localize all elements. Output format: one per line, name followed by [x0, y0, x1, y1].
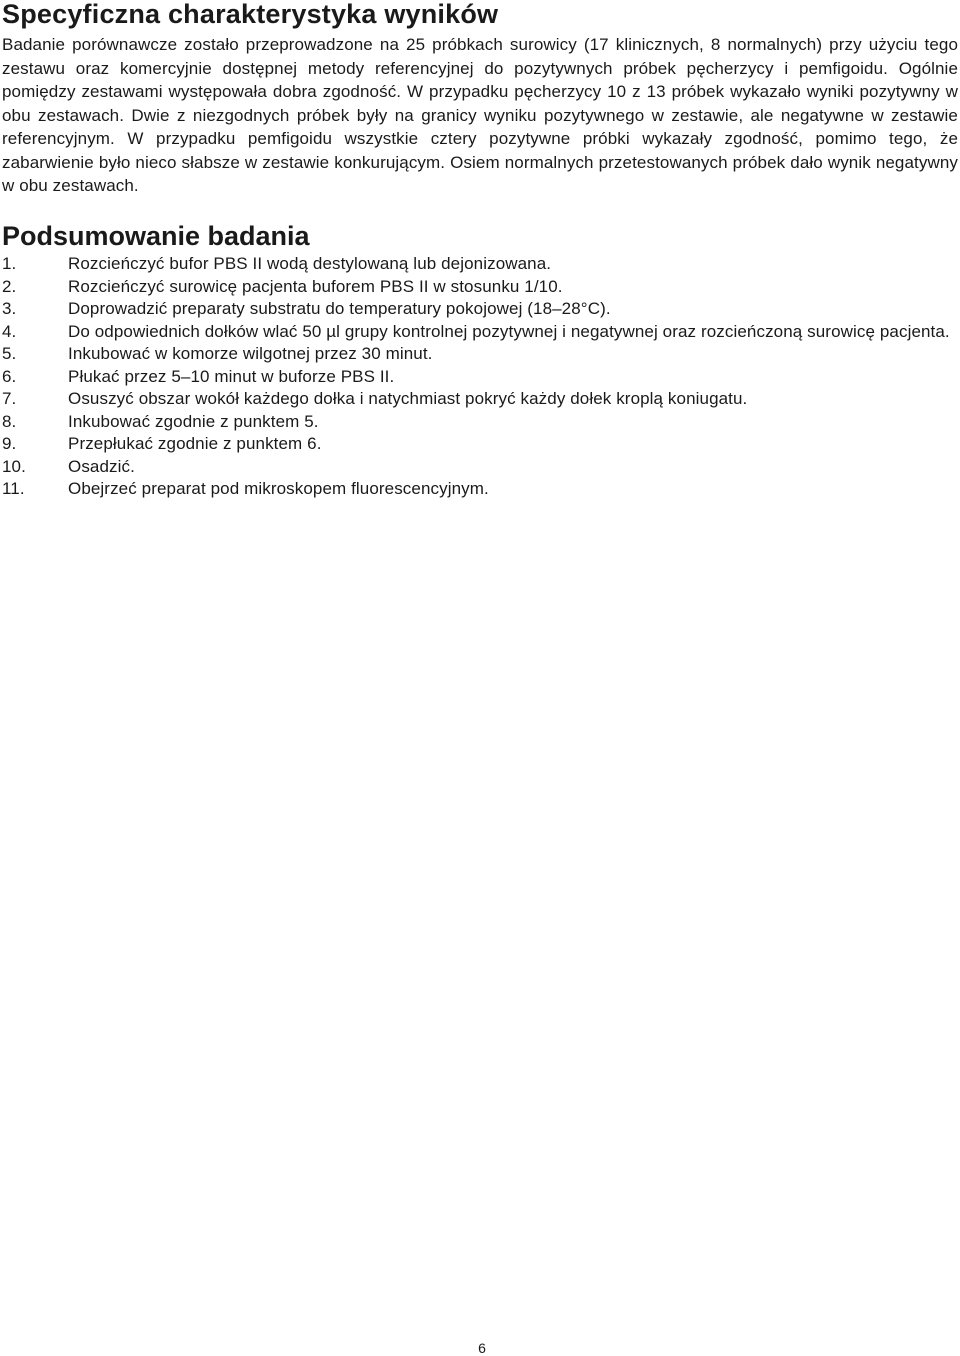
- step-text: Osadzić.: [68, 456, 135, 476]
- step-text: Do odpowiednich dołków wlać 50 µl grupy kontrolnej pozytywnej i negatywnej oraz rozcieńczoną surowicę pacjenta.: [68, 321, 950, 341]
- procedure-step-7: [2, 388, 958, 411]
- results-paragraph: Badanie porównawcze zostało przeprowadzone na 25 próbkach surowicy (17 klinicznych, 8 normalnych) przy użyciu tego zestawu oraz komercyjnie dostępnej metody referencyjnej do pozytywnych próbek pęcherzycy i pemfigoidu. Ogólnie pomiędzy zestawami występowała dobra zgodność. W przypadku pęcherzycy 10 z 13 próbek wykazało wyniki pozytywny w obu zestawach. Dwie z niezgodnych próbek były na granicy wyniku pozytywnego w zestawie, ale negatywne w zestawie referencyjnym. W przypadku pemfigoidu wszystkie cztery pozytywne próbki wykazały zgodność, pomimo tego, że zabarwienie było nieco słabsze w zestawie konkurującym. Osiem normalnych przetestowanych próbek dało wynik negatywny w obu zestawach.: [2, 35, 958, 195]
- step-number: 5.: [2, 344, 17, 363]
- step-number: 10.: [2, 456, 26, 476]
- step-number: 8.: [2, 411, 17, 431]
- procedure-step-9: [2, 433, 958, 456]
- step-text: Rozcieńczyć bufor PBS II wodą destylowaną lub dejonizowana.: [68, 254, 552, 273]
- procedure-step-2: [2, 276, 958, 299]
- step-number: 6.: [2, 366, 17, 386]
- step-number: 3.: [2, 299, 17, 318]
- step-text: Rozcieńczyć surowicę pacjenta buforem PBS II w stosunku 1/10.: [68, 276, 563, 296]
- procedure-step-6: [2, 366, 958, 389]
- step-number: 2.: [2, 276, 17, 296]
- step-number: 9.: [2, 434, 17, 453]
- step-text: Inkubować w komorze wilgotnej przez 30 minut.: [68, 344, 433, 363]
- step-text: Przepłukać zgodnie z punktem 6.: [68, 434, 322, 453]
- section-heading-results: Specyficzna charakterystyka wyników: [2, 0, 499, 29]
- procedure-step-10: [2, 456, 958, 479]
- procedure-step-8: [2, 411, 958, 434]
- step-text: Płukać przez 5–10 minut w buforze PBS II.: [68, 366, 395, 386]
- procedure-step-5: [2, 343, 958, 366]
- step-number: 1.: [2, 254, 17, 273]
- step-number: 4.: [2, 321, 17, 341]
- procedure-steps-list: [2, 253, 958, 501]
- procedure-step-11: [2, 478, 958, 501]
- procedure-step-1: [2, 253, 958, 276]
- procedure-step-3: [2, 298, 958, 321]
- step-text: Inkubować zgodnie z punktem 5.: [68, 411, 319, 431]
- page-number: 6: [478, 1340, 486, 1356]
- step-text: Obejrzeć preparat pod mikroskopem fluorescencyjnym.: [68, 479, 489, 498]
- procedure-step-4: [2, 321, 958, 344]
- step-number: 7.: [2, 389, 17, 408]
- step-text: Osuszyć obszar wokół każdego dołka i natychmiast pokryć każdy dołek kroplą koniugatu.: [68, 389, 748, 408]
- step-number: 11.: [2, 479, 25, 498]
- section-heading-summary: Podsumowanie badania: [2, 221, 310, 251]
- step-text: Doprowadzić preparaty substratu do temperatury pokojowej (18–28°C).: [68, 299, 611, 318]
